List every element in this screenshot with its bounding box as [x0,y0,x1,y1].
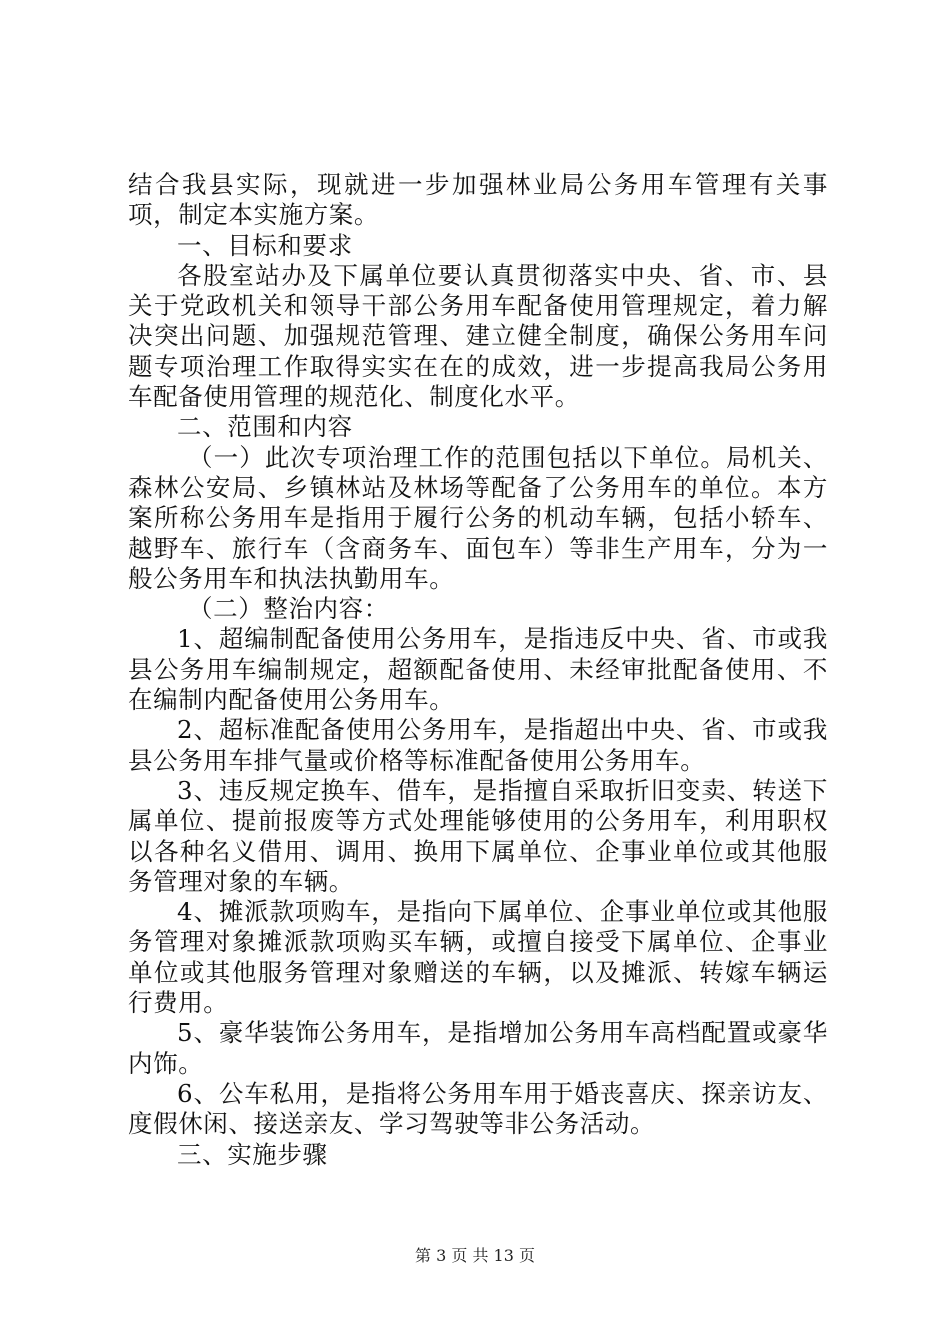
list-item-2: 2、超标准配备使用公务用车，是指超出中央、省、市或我县公务用车排气量或价格等标准配备使用公务用车。 [128,715,828,775]
paragraph-goals: 各股室站办及下属单位要认真贯彻落实中央、省、市、县关于党政机关和领导干部公务用车配备使用管理规定，着力解决突出问题、加强规范管理、建立健全制度，确保公务用车问题专项治理工作取得实实在在的成效，进一步提高我局公务用车配备使用管理的规范化、制度化水平。 [128,260,828,412]
paragraph-intro: 结合我县实际，现就进一步加强林业局公务用车管理有关事项，制定本实施方案。 [128,170,828,230]
subheading-rectification: （二）整治内容： [188,594,389,624]
section-heading-goals: 一、目标和要求 [177,230,353,260]
list-item-5: 5、豪华装饰公务用车，是指增加公务用车高档配置或豪华内饰。 [128,1018,828,1078]
list-item-1: 1、超编制配备使用公务用车，是指违反中央、省、市或我县公务用车编制规定，超额配备使用、未经审批配备使用、不在编制内配备使用公务用车。 [128,624,828,715]
page-number: 第 3 页 共 13 页 [415,1246,535,1265]
paragraph-scope-units: （一）此次专项治理工作的范围包括以下单位。局机关、森林公安局、乡镇林站及林场等配备了公务用车的单位。本方案所称公务用车是指用于履行公务的机动车辆，包括小轿车、越野车、旅行车（含商务车、面包车）等非生产用车，分为一般公务用车和执法执勤用车。 [128,442,828,593]
list-item-3: 3、违反规定换车、借车，是指擅自采取折旧变卖、转送下属单位、提前报废等方式处理能够使用的公务用车，利用职权以各种名义借用、调用、换用下属单位、企事业单位或其他服务管理对象的车辆。 [128,775,828,896]
document-body [128,170,828,1170]
section-heading-steps: 三、实施步骤 [177,1139,328,1169]
section-heading-scope: 二、范围和内容 [177,412,353,442]
list-item-4: 4、摊派款项购车，是指向下属单位、企事业单位或其他服务管理对象摊派款项购买车辆，或擅自接受下属单位、企事业单位或其他服务管理对象赠送的车辆，以及摊派、转嫁车辆运行费用。 [128,897,828,1018]
list-item-6: 6、公车私用，是指将公务用车用于婚丧喜庆、探亲访友、度假休闲、接送亲友、学习驾驶等非公务活动。 [128,1078,828,1139]
